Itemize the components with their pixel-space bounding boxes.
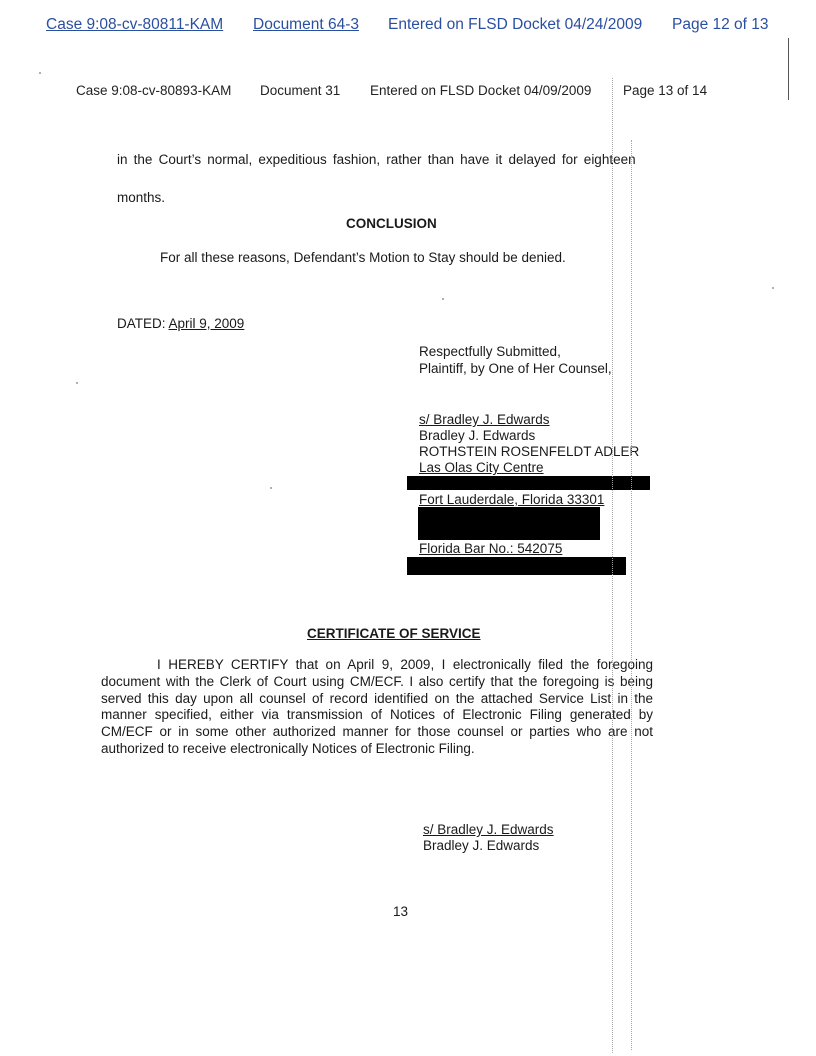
scan-speck — [772, 287, 774, 289]
certificate-attorney-name: Bradley J. Edwards — [423, 838, 540, 853]
law-firm-name: ROTHSTEIN ROSENFELDT ADLER — [419, 444, 640, 459]
signature-line: s/ Bradley J. Edwards — [419, 412, 550, 427]
scan-speck — [442, 298, 444, 300]
conclusion-text: For all these reasons, Defendant’s Motion to Stay should be denied. — [160, 250, 566, 265]
scan-edge-mark — [788, 38, 789, 100]
page-number: 13 — [393, 904, 409, 919]
ecf-page-number: Page 12 of 13 — [672, 16, 769, 33]
dated-value: April 9, 2009 — [168, 316, 245, 331]
certificate-text: I HEREBY CERTIFY that on April 9, 2009, I electronically filed the foregoing document with the Clerk of Court using CM/ECF. I also certify that the foregoing is being served this day upon all counsel of record identified on the attached Service List in the manner specified, either via transmission of Notices of Electronic Filing generated by CM/ECF or in some other authorized manner for those counsel or parties who are not authorized to receive electronically Notices of Electronic Filing. — [101, 657, 653, 756]
florida-bar-number: Florida Bar No.: 542075 — [419, 541, 563, 556]
dated-label: DATED: — [117, 316, 169, 331]
ecf-case-number: Case 9:08-cv-80811-KAM — [46, 16, 224, 33]
ecf-entered-date: Entered on FLSD Docket 04/24/2009 — [388, 16, 643, 33]
scan-artifact-line-1 — [612, 78, 613, 1053]
respectfully-submitted: Respectfully Submitted, — [419, 344, 561, 359]
conclusion-heading: CONCLUSION — [346, 216, 437, 231]
firm-city: Fort Lauderdale, Florida 33301 — [419, 492, 605, 507]
orig-document-number: Document 31 — [260, 83, 341, 98]
certificate-signature: s/ Bradley J. Edwards — [423, 822, 554, 837]
redaction-bar-3 — [407, 557, 626, 575]
redaction-bar-1 — [407, 476, 650, 490]
certificate-heading: CERTIFICATE OF SERVICE — [307, 626, 481, 641]
plaintiff-counsel-line: Plaintiff, by One of Her Counsel, — [419, 361, 612, 376]
body-line-2: months. — [117, 190, 166, 205]
dated-line — [117, 316, 244, 331]
body-line-1: in the Court’s normal, expeditious fashion, rather than have it delayed for eighteen — [117, 152, 636, 167]
redaction-bar-2 — [418, 507, 600, 540]
scan-speck — [76, 382, 78, 384]
ecf-document-number: Document 64-3 — [253, 16, 359, 33]
orig-case-number: Case 9:08-cv-80893-KAM — [76, 83, 232, 98]
scan-speck — [270, 487, 272, 489]
scan-speck — [39, 72, 41, 74]
orig-page-number: Page 13 of 14 — [623, 83, 708, 98]
orig-entered-date: Entered on FLSD Docket 04/09/2009 — [370, 83, 592, 98]
attorney-name: Bradley J. Edwards — [419, 428, 536, 443]
firm-address-line-1: Las Olas City Centre — [419, 460, 544, 475]
scan-artifact-line-2 — [631, 140, 632, 1050]
